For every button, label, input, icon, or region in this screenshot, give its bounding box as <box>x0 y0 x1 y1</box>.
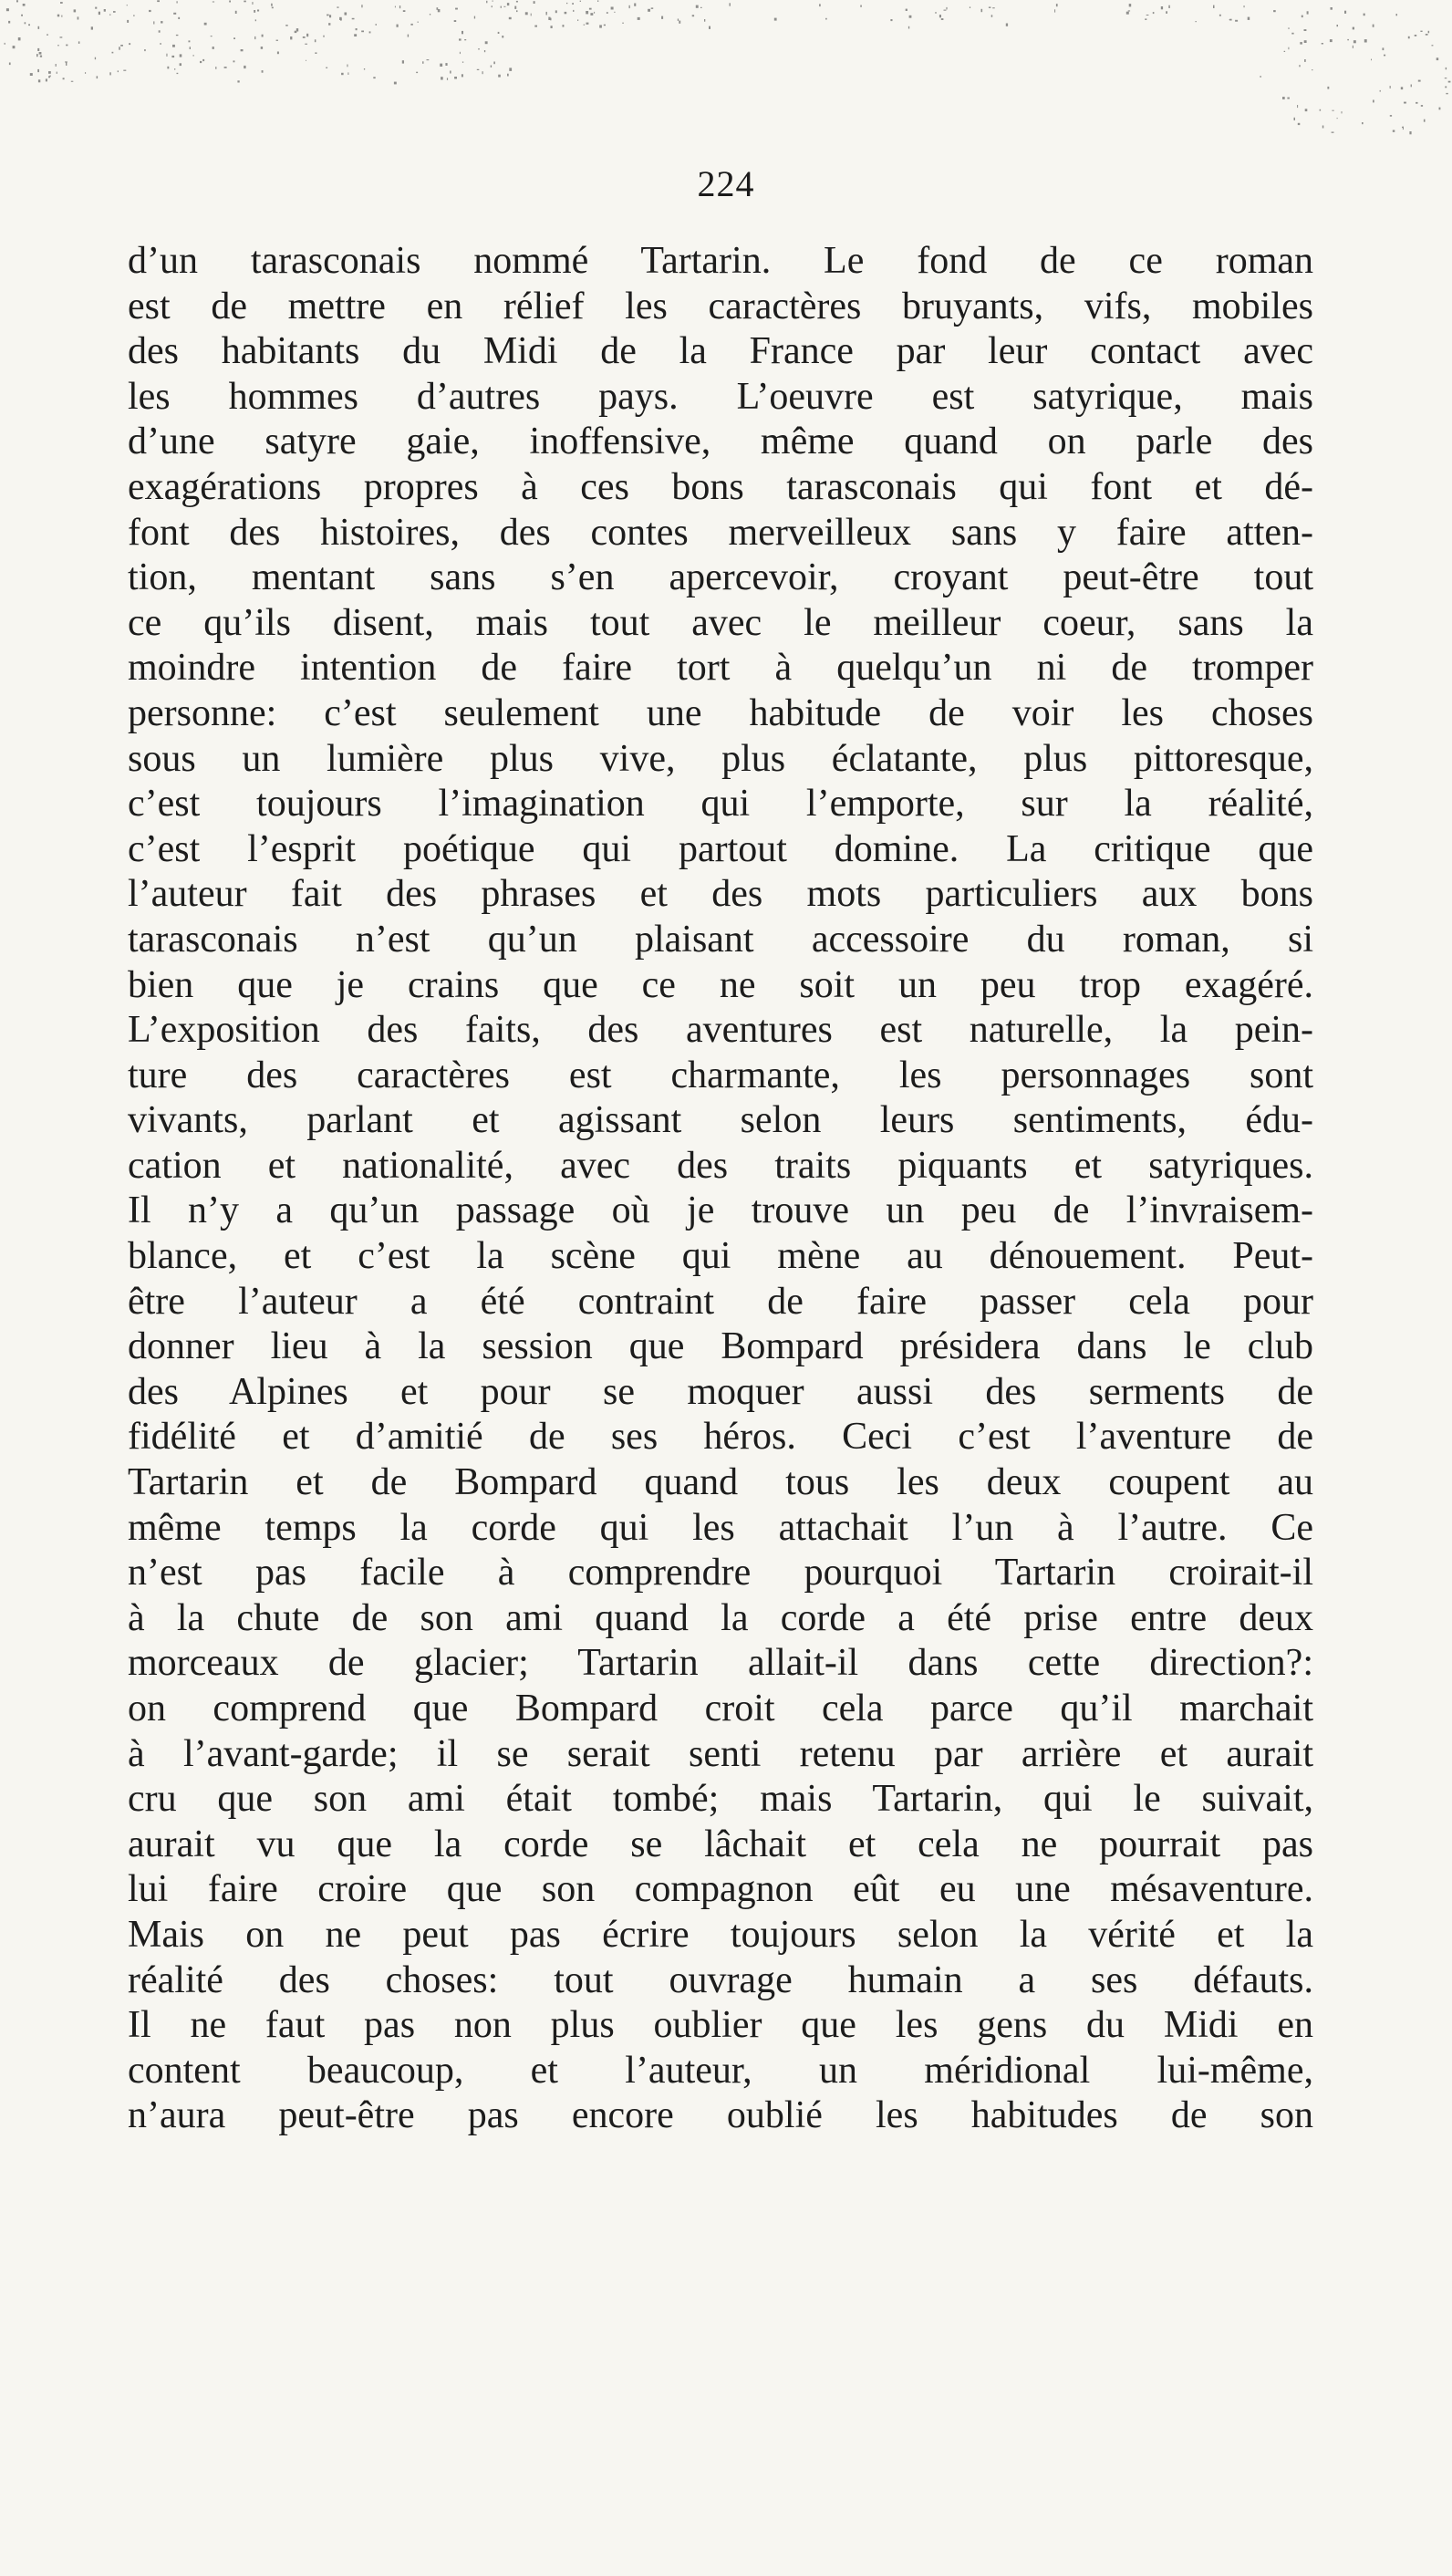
text-line: L’exposition des faits, des aventures est naturelle, la pein- <box>128 1009 1313 1052</box>
text-line: vivants, parlant et agissant selon leurs sentiments, édu- <box>128 1099 1313 1142</box>
text-line: on comprend que Bompard croit cela parce qu’il marchait <box>128 1688 1313 1729</box>
text-line: réalité des choses: tout ouvrage humain a ses défauts. <box>128 1958 1313 2001</box>
text-line: c’est l’esprit poétique qui partout domine. La critique que <box>128 827 1313 870</box>
text-line: sous un lumière plus vive, plus éclatante, plus pittoresque, <box>128 737 1313 780</box>
body-text <box>128 239 1313 2139</box>
text-line: à la chute de son ami quand la corde a été prise entre deux <box>128 1596 1313 1639</box>
text-line: est de mettre en rélief les caractères bruyants, vifs, mobiles <box>128 285 1313 327</box>
text-line: c’est toujours l’imagination qui l’emporte, sur la réalité, <box>128 783 1313 826</box>
text-line: l’auteur fait des phrases et des mots particuliers aux bons <box>128 873 1313 916</box>
text-line: cation et nationalité, avec des traits piquants et satyriques. <box>128 1144 1313 1187</box>
text-line: des habitants du Midi de la France par leur contact avec <box>128 330 1313 373</box>
text-line: aurait vu que la corde se lâchait et cela ne pourrait pas <box>128 1823 1313 1865</box>
text-line: des Alpines et pour se moquer aussi des serments de <box>128 1370 1313 1413</box>
text-line: être l’auteur a été contraint de faire passer cela pour <box>128 1280 1313 1323</box>
text-line: les hommes d’autres pays. L’oeuvre est satyrique, mais <box>128 375 1313 418</box>
text-line: n’aura peut-être pas encore oublié les habitudes de son <box>128 2094 1313 2137</box>
text-line: fidélité et d’amitié de ses héros. Ceci c’est l’aventure de <box>128 1416 1313 1459</box>
text-line: morceaux de glacier; Tartarin allait-il dans cette direction?: <box>128 1642 1313 1685</box>
text-line: Il ne faut pas non plus oublier que les gens du Midi en <box>128 2004 1313 2047</box>
text-line: tarasconais n’est qu’un plaisant accessoire du roman, si <box>128 918 1313 961</box>
text-line: à l’avant-garde; il se serait senti retenu par arrière et aurait <box>128 1732 1313 1775</box>
text-line: bien que je crains que ce ne soit un peu trop exagéré. <box>128 963 1313 1006</box>
text-line: lui faire croire que son compagnon eût eu une mésaventure. <box>128 1868 1313 1911</box>
text-line: exagérations propres à ces bons tarasconais qui font et dé- <box>128 465 1313 508</box>
text-line: Mais on ne peut pas écrire toujours selon la vérité et la <box>128 1913 1313 1956</box>
text-line: content beaucoup, et l’auteur, un méridional lui-même, <box>128 2049 1313 2092</box>
text-line: ture des caractères est charmante, les personnages sont <box>128 1054 1313 1096</box>
scan-noise-top <box>0 0 1452 146</box>
text-line: blance, et c’est la scène qui mène au dénouement. Peut- <box>128 1235 1313 1278</box>
page-number: 224 <box>697 163 755 204</box>
text-line: tion, mentant sans s’en apercevoir, croyant peut-être tout <box>128 556 1313 599</box>
text-line: cru que son ami était tombé; mais Tartarin, qui le suivait, <box>128 1778 1313 1821</box>
text-line: même temps la corde qui les attachait l’un à l’autre. Ce <box>128 1506 1313 1549</box>
text-line: font des histoires, des contes merveilleux sans y faire atten- <box>128 511 1313 554</box>
text-line: moindre intention de faire tort à quelqu’un ni de tromper <box>128 647 1313 690</box>
text-line: Tartarin et de Bompard quand tous les deux coupent au <box>128 1461 1313 1504</box>
text-line: d’un tarasconais nommé Tartarin. Le fond de ce roman <box>128 240 1313 282</box>
text-line: n’est pas facile à comprendre pourquoi Tartarin croirait-il <box>128 1552 1313 1594</box>
text-line: donner lieu à la session que Bompard présidera dans le club <box>128 1325 1313 1368</box>
text-line: Il n’y a qu’un passage où je trouve un peu de l’invraisem- <box>128 1189 1313 1232</box>
text-line: d’une satyre gaie, inoffensive, même quand on parle des <box>128 421 1313 463</box>
text-line: ce qu’ils disent, mais tout avec le meilleur coeur, sans la <box>128 601 1313 644</box>
text-line: personne: c’est seulement une habitude de voir les choses <box>128 691 1313 734</box>
